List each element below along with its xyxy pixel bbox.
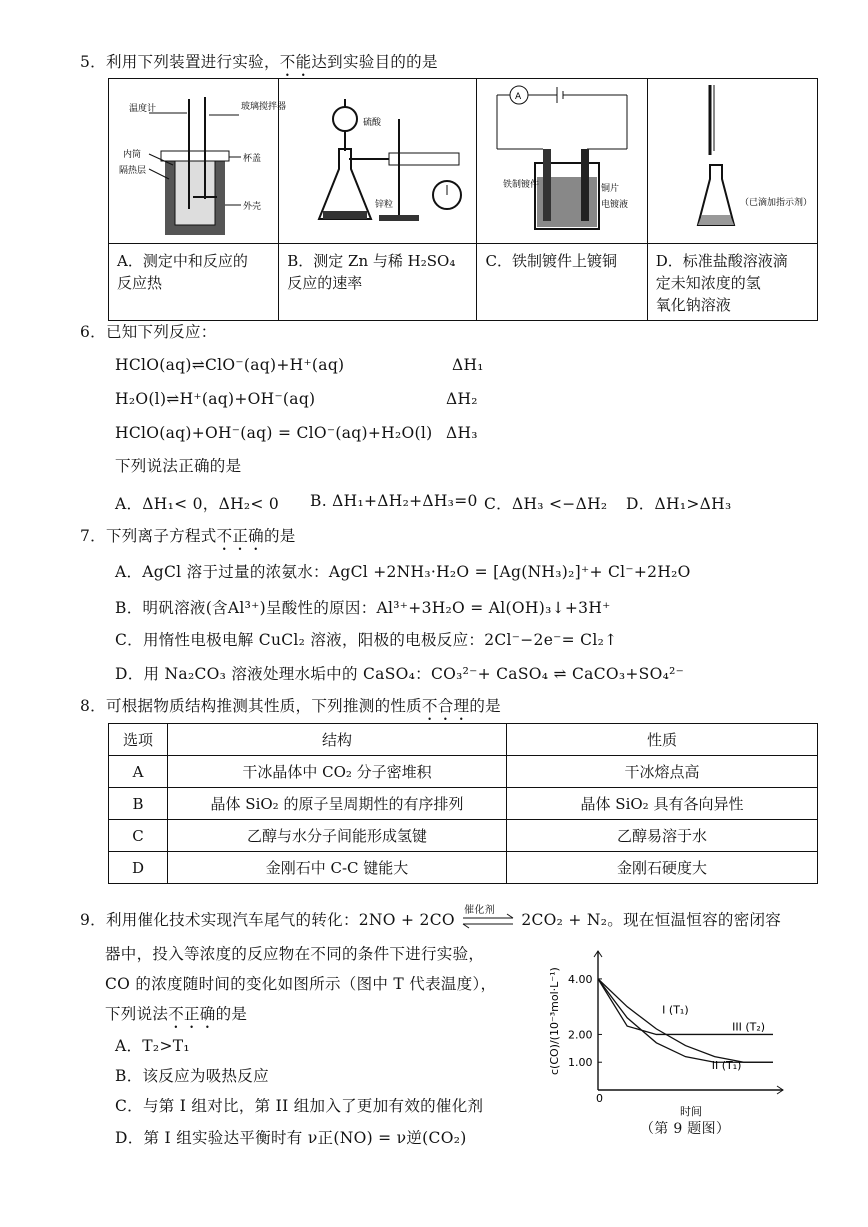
series-label-2: II (T₁) bbox=[711, 1059, 742, 1073]
table-header-row bbox=[109, 724, 818, 756]
svg-text:温度计: 温度计 bbox=[129, 104, 157, 114]
svg-text:隔热层: 隔热层 bbox=[119, 166, 147, 176]
apparatus-c-cell bbox=[477, 79, 647, 244]
series-label-3: III (T₂) bbox=[732, 1020, 766, 1034]
q6-dh-1: ΔH₁ bbox=[452, 356, 484, 374]
q8-table bbox=[108, 723, 818, 884]
calorimeter-diagram bbox=[109, 79, 287, 243]
q7-option-b: B．明矾溶液(含Al³⁺)呈酸性的原因：Al³⁺+3H₂O = Al(OH)₃↓+3H⁺ bbox=[115, 599, 611, 617]
q6-stem: 6．已知下列反应： bbox=[80, 323, 217, 341]
figure-caption: （第 9 题图） bbox=[640, 1121, 731, 1137]
svg-text:杯盖: 杯盖 bbox=[243, 154, 262, 164]
row-a-option: A bbox=[109, 756, 168, 788]
titration-diagram bbox=[648, 79, 818, 243]
apparatus-d-cell bbox=[647, 79, 817, 244]
q7-stem: 7．下列离子方程式不正确的是 bbox=[80, 527, 296, 545]
svg-text:（已滴加指示剂）: （已滴加指示剂） bbox=[739, 198, 812, 208]
y-tick-label: 4.00 bbox=[568, 972, 593, 986]
x-axis-label: 时间 bbox=[680, 1105, 702, 1118]
catalyst-label: 催化剂 bbox=[464, 905, 496, 916]
q6-option-b: B. ΔH₁+ΔH₂+ΔH₃=0 bbox=[310, 492, 478, 510]
gas-rate-diagram bbox=[279, 79, 477, 243]
q7-option-a: A．AgCl 溶于过量的浓氨水：AgCl +2NH₃·H₂O = [Ag(NH₃)₂]⁺+ Cl⁻+2H₂O bbox=[115, 563, 691, 581]
q6-reaction-3: HClO(aq)+OH⁻(aq) = ClO⁻(aq)+H₂O(l) bbox=[115, 424, 433, 442]
row-c-structure: 乙醇与水分子间能形成氢键 bbox=[168, 820, 507, 852]
row-d-option: D bbox=[109, 852, 168, 884]
table-row bbox=[109, 820, 818, 852]
row-b-property: 晶体 SiO₂ 具有各向异性 bbox=[507, 788, 818, 820]
q6-ask: 下列说法正确的是 bbox=[115, 457, 242, 475]
q6-option-c: C．ΔH₃ <−ΔH₂ bbox=[484, 495, 608, 513]
row-c-property: 乙醇易溶于水 bbox=[507, 820, 818, 852]
svg-text:硫酸: 硫酸 bbox=[363, 118, 382, 128]
q6-reaction-2: H₂O(l)⇌H⁺(aq)+OH⁻(aq) bbox=[115, 390, 316, 408]
svg-text:铁制镀件: 铁制镀件 bbox=[503, 180, 540, 190]
option-5a: A．测定中和反应的 反应热 bbox=[109, 244, 279, 321]
q6-reaction-1: HClO(aq)⇌ClO⁻(aq)+H⁺(aq) bbox=[115, 356, 345, 374]
row-b-option: B bbox=[109, 788, 168, 820]
svg-text:A: A bbox=[515, 92, 522, 102]
svg-text:电镀液: 电镀液 bbox=[601, 200, 629, 210]
q9-option-a: A．T₂>T₁ bbox=[115, 1037, 190, 1055]
q6-option-a: A．ΔH₁< 0，ΔH₂< 0 bbox=[115, 495, 280, 513]
y-tick-label: 1.00 bbox=[568, 1056, 593, 1070]
apparatus-a-cell bbox=[109, 79, 287, 244]
q7-option-d: D．用 Na₂CO₃ 溶液处理水垢中的 CaSO₄：CO₃²⁻+ CaSO₄ ⇌ CaCO₃+SO₄²⁻ bbox=[115, 665, 685, 683]
q8-stem: 8．可根据物质结构推测其性质，下列推测的性质不合理的是 bbox=[80, 697, 501, 715]
q6-option-d: D．ΔH₁>ΔH₃ bbox=[626, 495, 732, 513]
header-option: 选项 bbox=[109, 724, 168, 756]
table-row bbox=[109, 852, 818, 884]
series-label-1: I (T₁) bbox=[662, 1003, 689, 1017]
header-property: 性质 bbox=[507, 724, 818, 756]
row-a-property: 干冰熔点高 bbox=[507, 756, 818, 788]
option-5b: B．测定 Zn 与稀 H₂SO₄ 反应的速率 bbox=[279, 244, 477, 321]
row-a-structure: 干冰晶体中 CO₂ 分子密堆积 bbox=[168, 756, 507, 788]
q9-line-1: 9．利用催化技术实现汽车尾气的转化：2NO + 2CO 催化剂 2CO₂ + N₂。现在恒温恒容的密闭容 bbox=[80, 908, 781, 930]
co-concentration-chart bbox=[548, 955, 788, 1145]
row-c-option: C bbox=[109, 820, 168, 852]
catalyst-arrow bbox=[460, 905, 516, 929]
q6-dh-2: ΔH₂ bbox=[446, 390, 478, 408]
q9-option-c: C．与第 I 组对比，第 II 组加入了更加有效的催化剂 bbox=[115, 1097, 484, 1115]
y-tick-label: 2.00 bbox=[568, 1028, 593, 1042]
q6-dh-3: ΔH₃ bbox=[446, 424, 478, 442]
origin-label: 0 bbox=[596, 1092, 603, 1105]
row-d-property: 金刚石硬度大 bbox=[507, 852, 818, 884]
q9-line-2: 器中，投入等浓度的反应物在不同的条件下进行实验， bbox=[105, 945, 485, 963]
svg-text:锌粒: 锌粒 bbox=[375, 200, 394, 210]
equilibrium-arrow-icon bbox=[461, 914, 515, 928]
q9-line-3: CO 的浓度随时间的变化如图所示（图中 T 代表温度）， bbox=[105, 975, 497, 993]
svg-text:铜片: 铜片 bbox=[601, 184, 620, 194]
option-5c: C．铁制镀件上镀铜 bbox=[477, 244, 647, 321]
svg-text:外壳: 外壳 bbox=[243, 202, 262, 212]
header-structure: 结构 bbox=[168, 724, 507, 756]
q7-option-c: C．用惰性电极电解 CuCl₂ 溶液，阳极的电极反应：2Cl⁻−2e⁻= Cl₂↑ bbox=[115, 631, 618, 649]
q9-option-b: B．该反应为吸热反应 bbox=[115, 1067, 269, 1085]
q5-apparatus-table bbox=[108, 78, 818, 321]
q9-option-d: D．第 I 组实验达平衡时有 ν正(NO) = ν逆(CO₂) bbox=[115, 1129, 467, 1147]
row-b-structure: 晶体 SiO₂ 的原子呈周期性的有序排列 bbox=[168, 788, 507, 820]
svg-text:内筒: 内筒 bbox=[123, 150, 142, 160]
q5-stem: 5．利用下列装置进行实验，不能达到实验目的的是 bbox=[80, 53, 438, 71]
table-row bbox=[109, 756, 818, 788]
electroplating-diagram bbox=[477, 79, 647, 243]
q9-line-4: 下列说法不正确的是 bbox=[105, 1005, 248, 1023]
svg-text:玻璃搅拌器: 玻璃搅拌器 bbox=[241, 102, 287, 112]
option-5d: D．标准盐酸溶液滴 定未知浓度的氢 氧化钠溶液 bbox=[647, 244, 817, 321]
apparatus-b-cell bbox=[279, 79, 477, 244]
y-axis-label: c(CO)/(10⁻³mol·L⁻¹) bbox=[548, 967, 561, 1075]
table-row bbox=[109, 788, 818, 820]
row-d-structure: 金刚石中 C-C 键能大 bbox=[168, 852, 507, 884]
